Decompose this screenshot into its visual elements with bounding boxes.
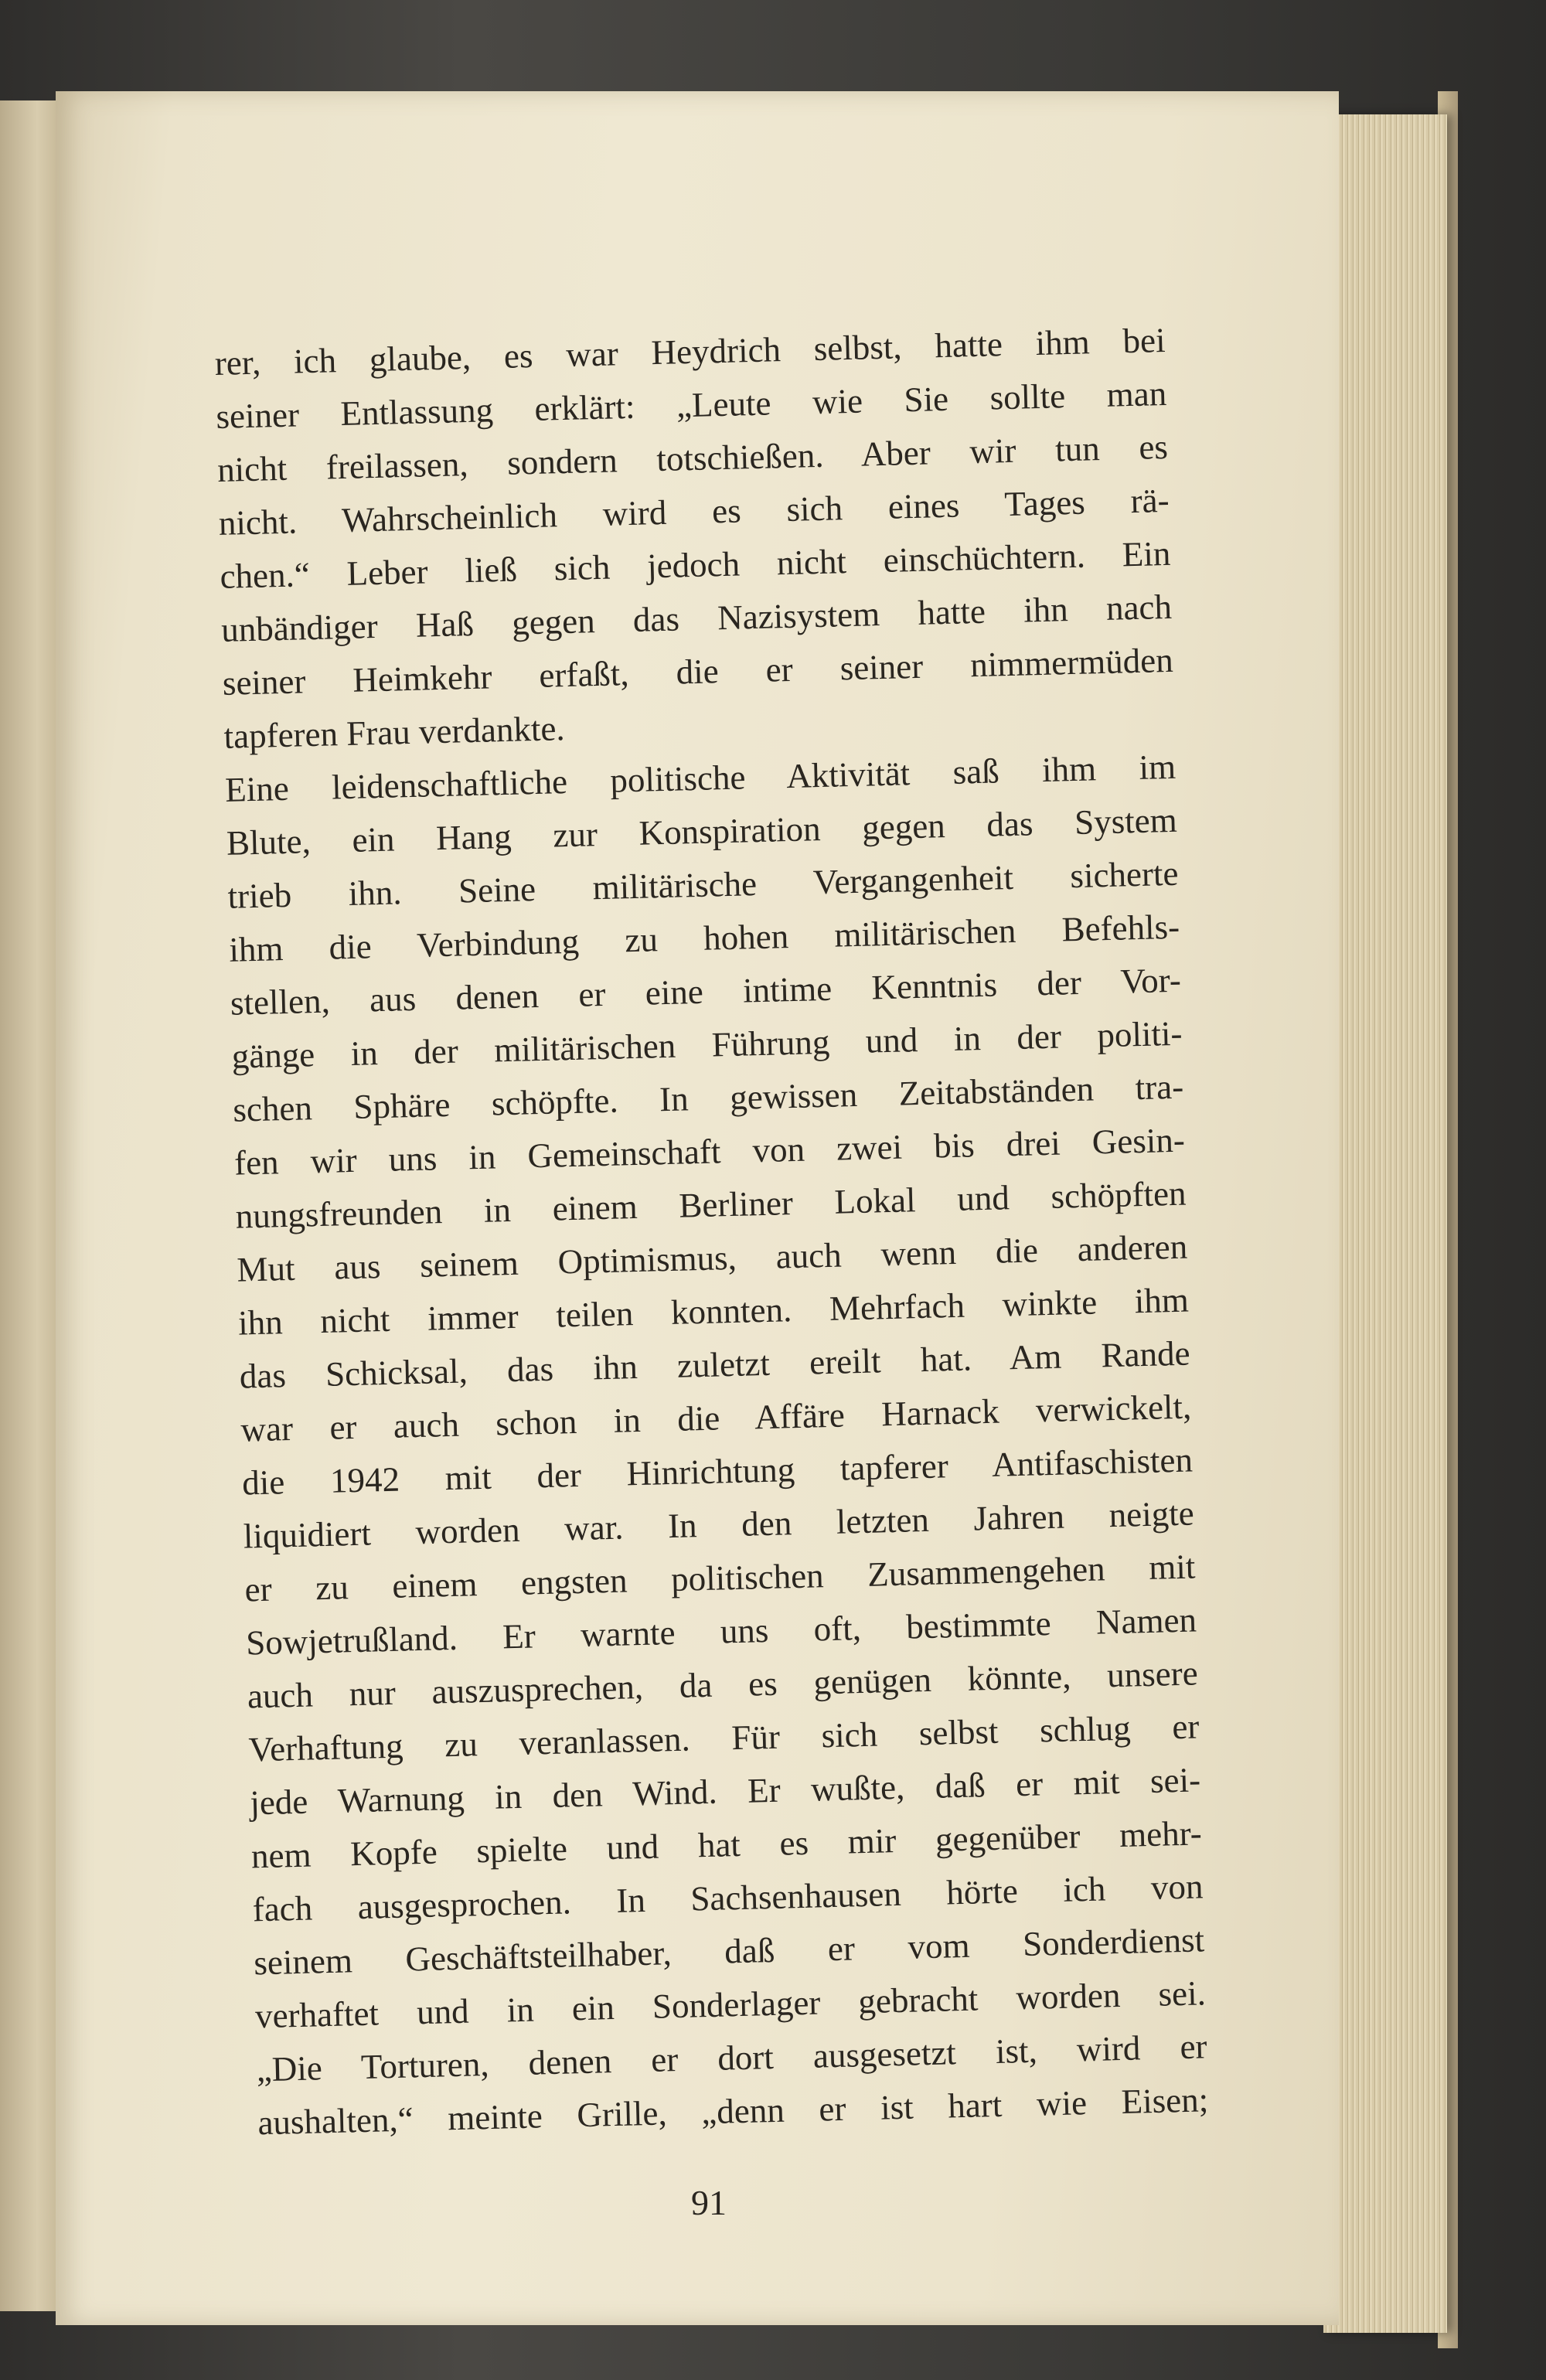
text-line: stellen, aus denen er eine intime Kenntnis der Vor- bbox=[230, 960, 1182, 1023]
text-line: aushalten,“ meinte Grille, „denn er ist hart wie Eisen; bbox=[257, 2080, 1209, 2143]
text-line: ihn nicht immer teilen konnten. Mehrfach winkte ihm bbox=[237, 1280, 1190, 1343]
text-line: nicht freilassen, sondern totschießen. Aber wir tun es bbox=[216, 427, 1169, 489]
text-line: er zu einem engsten politischen Zusammengehen mit bbox=[243, 1547, 1196, 1609]
text-line: chen.“ Leber ließ sich jedoch nicht einschüchtern. Ein bbox=[219, 533, 1171, 596]
body-text bbox=[214, 314, 1209, 2150]
book-page bbox=[56, 91, 1339, 2325]
text-line: nem Kopfe spielte und hat es mir gegenüber mehr- bbox=[250, 1813, 1203, 1876]
text-line: tapferen Frau verdankte. bbox=[223, 709, 566, 756]
text-line: unbändiger Haß gegen das Nazisystem hatte ihn nach bbox=[220, 587, 1173, 649]
text-line: Verhaftung zu veranlassen. Für sich selbst schlug er bbox=[248, 1707, 1200, 1769]
text-line: trieb ihn. Seine militärische Vergangenheit sicherte bbox=[227, 853, 1179, 916]
left-page-edge bbox=[0, 100, 63, 2311]
text-line: ihm die Verbindung zu hohen militärischen Befehls- bbox=[228, 907, 1180, 969]
text-line: das Schicksal, das ihn zuletzt ereilt hat. Am Rande bbox=[239, 1333, 1191, 1396]
text-line: verhaftet und in ein Sonderlager gebracht worden sei. bbox=[254, 1973, 1207, 2036]
text-line: seiner Heimkehr erfaßt, die er seiner nimmermüden bbox=[222, 640, 1174, 703]
text-line: „Die Torturen, denen er dort ausgesetzt ist, wird er bbox=[256, 2027, 1208, 2089]
page-stack-edge bbox=[1323, 114, 1447, 2333]
page-number: 91 bbox=[691, 2183, 727, 2222]
text-line: Eine leidenschaftliche politische Aktivität saß ihm im bbox=[224, 747, 1177, 809]
text-line: fach ausgesprochen. In Sachsenhausen hörte ich von bbox=[252, 1867, 1204, 1929]
text-line: seinem Geschäftsteilhaber, daß er vom Sonderdienst bbox=[253, 1920, 1205, 1983]
text-line: gänge in der militärischen Führung und in der politi- bbox=[231, 1013, 1183, 1076]
text-line: auch nur auszusprechen, da es genügen könnte, unsere bbox=[247, 1653, 1199, 1716]
text-line: liquidiert worden war. In den letzten Jahren neigte bbox=[243, 1493, 1195, 1556]
text-line: Mut aus seinem Optimismus, auch wenn die anderen bbox=[236, 1227, 1188, 1289]
text-line: Sowjetrußland. Er warnte uns oft, bestimmte Namen bbox=[245, 1600, 1197, 1663]
text-line: seiner Entlassung erklärt: „Leute wie Sie sollte man bbox=[215, 373, 1167, 436]
text-line: rer, ich glaube, es war Heydrich selbst, hatte ihm bei bbox=[214, 320, 1166, 383]
text-line: Blute, ein Hang zur Konspiration gegen das System bbox=[226, 800, 1178, 863]
text-line: nungsfreunden in einem Berliner Lokal und schöpften bbox=[235, 1173, 1187, 1236]
text-line: schen Sphäre schöpfte. In gewissen Zeitabständen tra- bbox=[232, 1067, 1184, 1129]
text-line: jede Warnung in den Wind. Er wußte, daß er mit sei- bbox=[249, 1760, 1201, 1823]
text-line: fen wir uns in Gemeinschaft von zwei bis drei Gesin- bbox=[233, 1120, 1186, 1183]
text-line: die 1942 mit der Hinrichtung tapferer Antifaschisten bbox=[241, 1440, 1194, 1503]
text-line: nicht. Wahrscheinlich wird es sich eines Tages rä- bbox=[218, 480, 1170, 543]
text-line: war er auch schon in die Affäre Harnack verwickelt, bbox=[240, 1387, 1192, 1449]
